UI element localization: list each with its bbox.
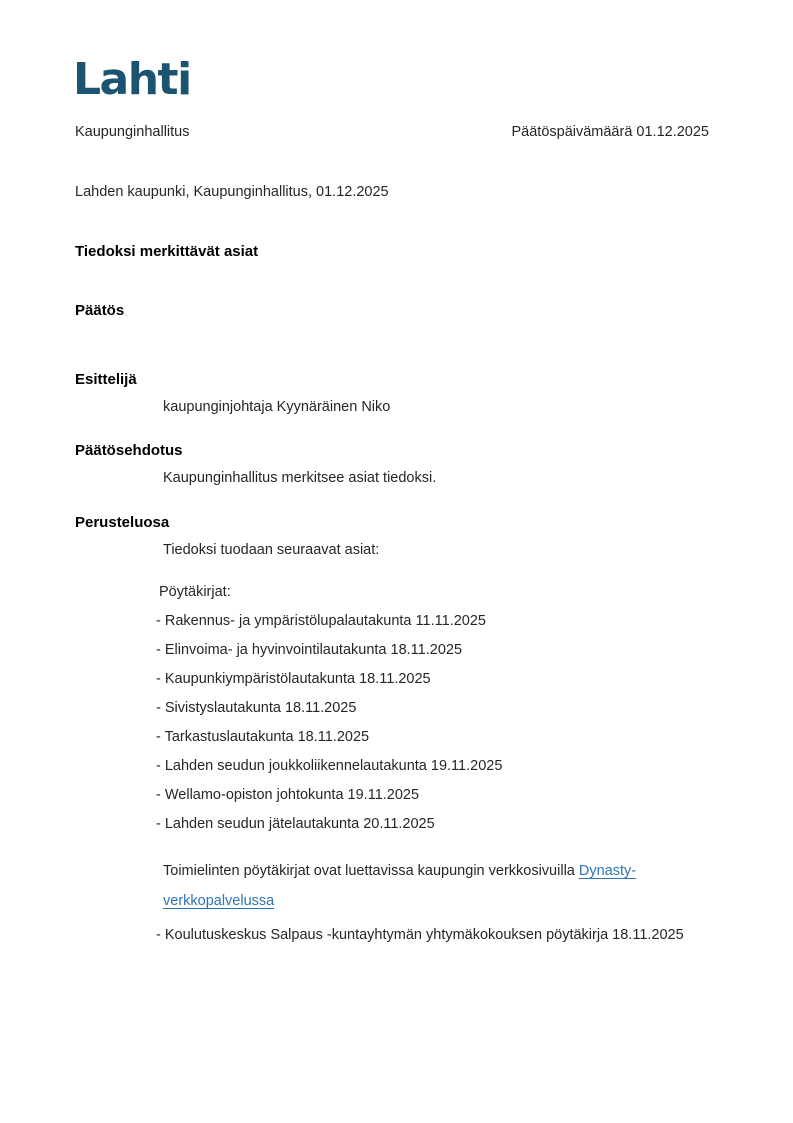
committee-name: Kaupunginhallitus (75, 124, 190, 140)
esittelija-value: kaupunginjohtaja Kyynäräinen Niko (163, 399, 391, 415)
protocols-list-title: Pöytäkirjat: (159, 584, 231, 600)
list-item: - Wellamo-opiston johtokunta 19.11.2025 (156, 787, 420, 803)
document-title: Tiedoksi merkittävät asiat (75, 243, 259, 260)
section-heading-paatosehdotus: Päätösehdotus (75, 442, 183, 459)
list-item: - Tarkastuslautakunta 18.11.2025 (156, 729, 370, 745)
list-item: - Lahden seudun joukkoliikennelautakunta 19.11.2025 (156, 758, 503, 774)
section-heading-paatos: Päätös (75, 302, 125, 319)
decision-date: Päätöspäivämäärä 01.12.2025 (511, 124, 709, 140)
document-meta-line: Lahden kaupunki, Kaupunginhallitus, 01.12.2025 (75, 184, 389, 200)
section-heading-esittelija: Esittelijä (75, 371, 137, 388)
link-paragraph (163, 856, 709, 916)
perusteluosa-intro: Tiedoksi tuodaan seuraavat asiat: (163, 542, 380, 558)
dynasty-link[interactable]: Dynasty-verkkopalvelussa (163, 863, 637, 909)
list-item: - Rakennus- ja ympäristölupalautakunta 11.11.2025 (156, 613, 486, 629)
list-item: - Kaupunkiympäristölautakunta 18.11.2025 (156, 671, 431, 687)
list-item: - Lahden seudun jätelautakunta 20.11.2025 (156, 816, 435, 832)
link-paragraph-prefix: Toimielinten pöytäkirjat ovat luettavissa kaupungin verkkosivuilla (163, 863, 579, 879)
section-heading-perusteluosa: Perusteluosa (75, 514, 170, 531)
closing-list-item: - Koulutuskeskus Salpaus -kuntayhtymän yhtymäkokouksen pöytäkirja 18.11.2025 (156, 927, 684, 943)
list-item: - Elinvoima- ja hyvinvointilautakunta 18.11.2025 (156, 642, 463, 658)
document-header (75, 125, 709, 140)
paatosehdotus-text: Kaupunginhallitus merkitsee asiat tiedoksi. (163, 470, 437, 486)
lahti-logo: Lahti (73, 54, 191, 105)
list-item: - Sivistyslautakunta 18.11.2025 (156, 700, 357, 716)
